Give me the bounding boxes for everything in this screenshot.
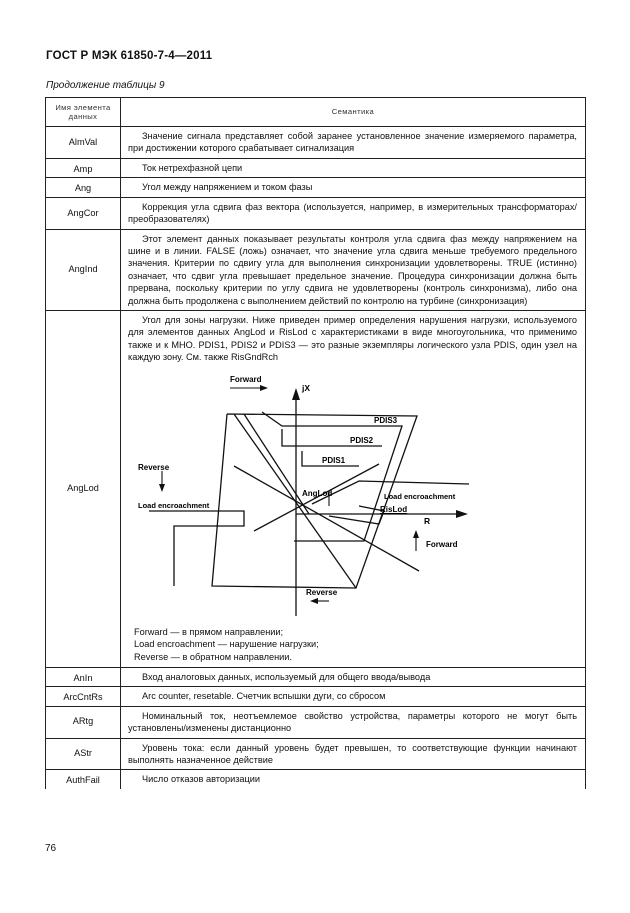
- row-semantics: [121, 770, 586, 789]
- row-text: Номинальный ток, неотъемлемое свойство устройства, параметры которого не могут быть установлены/изменены дистанционно: [128, 710, 577, 734]
- row-name: AngInd: [46, 229, 121, 310]
- row-semantics: [121, 706, 586, 738]
- row-semantics: [121, 197, 586, 229]
- row-name: ARtg: [46, 706, 121, 738]
- table-row: [46, 706, 586, 738]
- row-text: Значение сигнала представляет собой заранее установленное значение измеряемого параметра, при достижении которого срабатывает сигнализация: [128, 131, 577, 154]
- row-text: Вход аналоговых данных, используемый для общего ввода/вывода: [142, 671, 431, 682]
- table-continuation-caption: Продолжение таблицы 9: [46, 80, 165, 91]
- row-semantics: [121, 127, 586, 159]
- table-row: [46, 667, 586, 686]
- row-name: Amp: [46, 159, 121, 178]
- row-name: AnIn: [46, 667, 121, 686]
- row-text: Угол между напряжением и током фазы: [142, 182, 313, 193]
- row-name: AngCor: [46, 197, 121, 229]
- load-encroachment-diagram: [134, 366, 574, 626]
- label-forward-right: Forward: [426, 539, 458, 549]
- label-rislod: RisLod: [380, 504, 408, 514]
- label-reverse-left: Reverse: [138, 462, 170, 472]
- row-text: Этот элемент данных показывает результаты контроля угла сдвига фаз между напряжением на шине и в линии. FALSE (ложь) означает, что значение угла сдвига меньше требуемого предельного значения. Критерии по сдвигу угла для выполнения синхронизации удовлетворены. TRUE (истинно) означает, что сдвиг угла превышает предельное значение. Процедура синхронизации должна быть прервана, поскольку критерии по углу сдвига не удовлетворены (контроль синхронизма), либо она должна быть продолжена с выполнением действий по контролю на турбине (синхронизация): [128, 233, 577, 306]
- row-name: ArcCntRs: [46, 687, 121, 706]
- row-semantics: [121, 687, 586, 706]
- row-semantics: [121, 667, 586, 686]
- table-row: [46, 127, 586, 159]
- label-forward-top: Forward: [230, 374, 262, 384]
- legend-item: Forward — в прямом направлении;: [134, 626, 284, 637]
- table-row: [46, 178, 586, 197]
- table-row: [46, 687, 586, 706]
- row-text: Уровень тока: если данный уровень будет превышен, то соответствующие функции начинают выполнять назначенное действие: [128, 742, 577, 765]
- row-text: Угол для зоны нагрузки. Ниже приведен пример определения нарушения нагрузки, используемого для элементов данных AngLod и RisLod с характеристиками в виде многоугольника, что применимо также и к МНО. PDIS1, PDIS2 и PDIS3 — это разные экземпляры логического узла PDIS, один узел на каждую зону. См. также RisGndRch: [128, 315, 577, 363]
- document-header: ГОСТ Р МЭК 61850-7-4—2011: [46, 50, 213, 62]
- row-text: Число отказов авторизации: [142, 774, 261, 785]
- row-name: AStr: [46, 738, 121, 770]
- column-header-semantics: Семантика: [121, 98, 586, 127]
- data-elements-table: [45, 97, 586, 789]
- label-load-encroachment-right: Load encroachment: [384, 491, 456, 501]
- label-reverse-bottom: Reverse: [306, 587, 338, 597]
- page-number: 76: [45, 843, 57, 854]
- table-row: [46, 159, 586, 178]
- row-semantics: [121, 311, 586, 668]
- label-pdis2: PDIS2: [350, 435, 374, 445]
- column-header-name: Имя элемента данных: [46, 98, 121, 127]
- label-pdis3: PDIS3: [374, 415, 398, 425]
- row-name: AngLod: [46, 311, 121, 668]
- row-name: AuthFail: [46, 770, 121, 789]
- label-pdis1: PDIS1: [322, 455, 346, 465]
- table-row-anglod: [46, 311, 586, 668]
- row-text: Arc counter, resetable. Счетчик вспышки дуги, со сбросом: [142, 691, 386, 702]
- table-row: [46, 738, 586, 770]
- row-text: Коррекция угла сдвига фаз вектора (используется, например, в измерительных трансформаторах/преобразователях): [128, 201, 577, 225]
- legend-item: Reverse — в обратном направлении.: [134, 651, 292, 662]
- table-row: [46, 197, 586, 229]
- label-r: R: [424, 515, 431, 526]
- legend-item: Load encroachment — нарушение нагрузки;: [134, 639, 319, 650]
- label-jx: jX: [302, 382, 311, 393]
- row-semantics: [121, 229, 586, 310]
- table-row: [46, 770, 586, 789]
- row-name: Ang: [46, 178, 121, 197]
- row-semantics: [121, 178, 586, 197]
- table-row: [46, 229, 586, 310]
- row-text: Ток нетрехфазной цепи: [142, 163, 243, 173]
- label-load-encroachment-left: Load encroachment: [138, 500, 210, 510]
- row-name: AlmVal: [46, 127, 121, 159]
- label-anglod: AngLod: [302, 488, 333, 498]
- row-semantics: [121, 159, 586, 178]
- table-header-row: [46, 98, 586, 127]
- row-semantics: [121, 738, 586, 770]
